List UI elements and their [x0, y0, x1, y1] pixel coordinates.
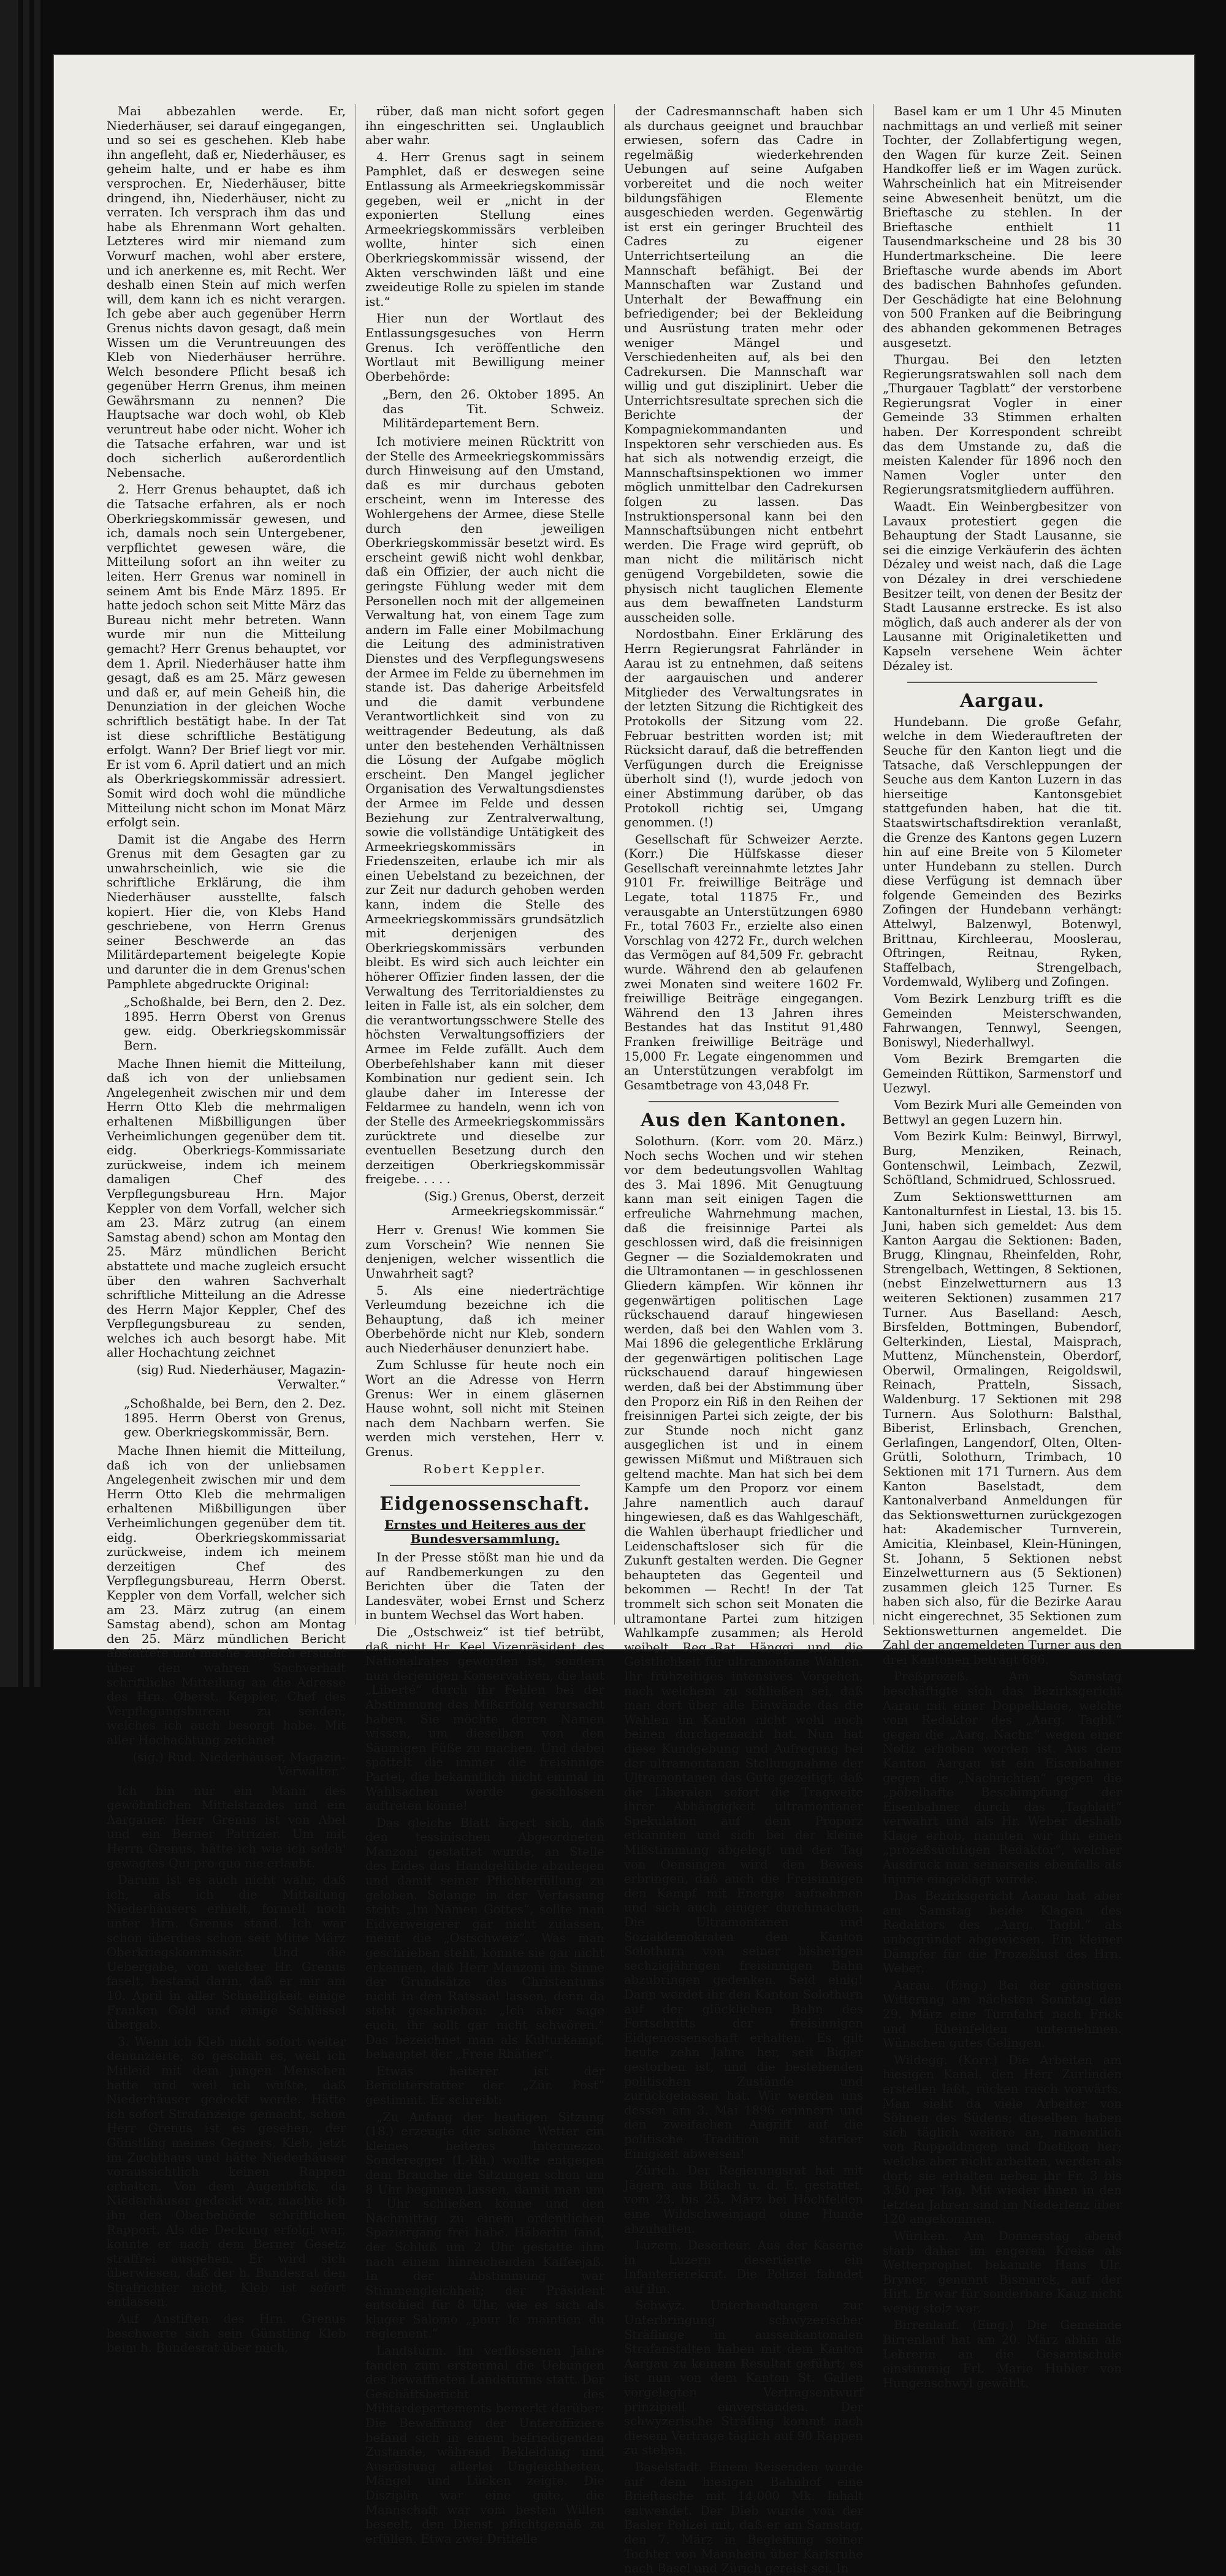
paragraph: Das gleiche Blatt ärgert sich, daß den tessinischen Abgeordneten Manzoni gestattet wurde, an Stelle des Eides das Handgelübde abzulegen und damit seiner Pflichterfüllung zu geloben. Solange in der Verfassung steht: „Im Namen Gottes“, sollte man Eidverweigerer gar nicht zulassen, meint die „Ostschweiz“. Was man geschrieben steht, könnte sie gar nicht erkennen, daß Herr Manzoni im Sinne der Grundsätze des Christentums nicht in den Ratssaal lassen, denn da steht geschrieben: „Ich aber sage euch, ihr sollt gar nicht schwören.“ Das bezeichnet man als Kulturkampf, behauptet der „Freie Rhätier“.: [365, 1815, 604, 2062]
paragraph: Mache Ihnen hiemit die Mitteilung, daß ich von der unliebsamen Angelegenheit zwischen mir und dem Herrn Otto Kleb die mehrmaligen erhaltenen Mißbilligungen über Verheimlichungen gegenüber dem tit. eidg. Oberkriegs-Kommissariate zurückweise, indem ich meinem damaligen Chef des Verpflegungsbureau Hrn. Major Keppler von dem Vorfall, welcher sich am 23. März zutrug (an einem Samstag abend) schon am Montag den 25. März mündlichen Bericht abstattete und mache zugleich ersucht über den wahren Sachverhalt schriftliche Mitteilung an die Adresse des Herrn Major Keppler, Chef des Verpflegungsbureau zu senden, welches ich auch besorgt habe. Mit aller Hochachtung zeichnet: [107, 1056, 346, 1360]
paragraph: 2. Herr Grenus behauptet, daß ich die Tatsache erfahren, als er noch Oberkriegskommissär gewesen, und ich, damals noch sein Untergebener, verpflichtet gewesen wäre, die Mitteilung sofort an ihn weiter zu leiten. Herr Grenus war nominell in seinem Amt bis Ende März 1895. Er hatte jedoch schon seit Mitte März das Bureau nicht mehr betreten. Wann wurde mir nun die Mitteilung gemacht? Herr Grenus behauptet, vor dem 1. April. Niederhäuser hatte ihm gesagt, daß es am 25. März gewesen und daß er, auf mein Geheiß hin, die Denunziation in der gleichen Woche schriftlich bestätigt habe. In der Tat ist diese schriftliche Bestätigung erfolgt. Wann? Der Brief liegt vor mir. Er ist vom 6. April datiert und an mich als Oberkriegskommissär adressiert. Somit wird doch wohl die mündliche Mitteilung nicht schon im Monat März erfolgt sein.: [107, 482, 346, 830]
letter-heading: „Bern, den 26. Oktober 1895. An das Tit. Schweiz. Militärdepartement Bern.: [383, 387, 604, 431]
paragraph: Darum ist es auch nicht wahr, daß ich, als ich die Mitteilung Niederhäusers erhielt, formell noch unter Hrn. Grenus stand. Ich war schon überdies schon seit Mitte März Oberkriegskommissär. Und die Uebergabe, von welcher Hr. Grenus faselt, bestand darin, daß er mir am 10. April in aller Schnelligkeit einige Franken Geld und einige Schlüssel übergab.: [107, 1873, 346, 2032]
signature: (Sig.) Grenus, Oberst, derzeit Armeekriegskommissär.“: [424, 1189, 604, 1218]
paragraph: Aarau. (Eing.) Bei der günstigen Witterung am nächsten Sonntag den 29. März eine Turnfahrt nach Frick und Rheinfelden unternehmen. Wünschen gutes Gelingen.: [883, 1978, 1122, 2051]
paragraph: Mache Ihnen hiemit die Mitteilung, daß ich von der unliebsamen Angelegenheit zwischen mir und dem Herrn Otto Kleb die mehrmaligen erhaltenen Mißbilligungen über Verheimlichungen gegenüber dem tit. eidg. Oberkriegskommissariat zurückweise, indem ich meinem derzeitigen Chef des Verpflegungsbureau, Herrn Oberst. Keppler von dem Vorfall, welcher sich am 23. März zutrug (an einem Samstag abend), schon am Montag den 25. März mündlichen Bericht abstattete und mache zugleich ersucht über den wahren Sachverhalt schriftliche Mitteilung an die Adresse des Hrn. Oberst. Keppler, Chef des Verpflegungsbureau zu senden, welches ich auch besorgt habe. Mit aller Hochachtung zeichnet: [107, 1444, 346, 1747]
section-heading-eidgenossenschaft: Eidgenossenschaft.: [379, 1493, 590, 1515]
paragraph: Waadt. Ein Weinbergbesitzer von Lavaux protestiert gegen die Behauptung der Stadt Lausanne, sie sei die einzige Verkäuferin des ächten Dézaley und weist nach, daß die Lage von Dézaley in drei verschiedene Besitzer teilt, von denen der Besitz der Stadt Lausanne erstrecke. Es ist also möglich, daß auch anderer als der von Lausanne mit Originaletiketten und Kapseln versehene Wein ächter Dézaley ist.: [883, 500, 1122, 673]
column-2: [365, 104, 604, 2546]
letter-heading: „Schoßhalde, bei Bern, den 2. Dez. 1895. Herrn Oberst von Grenus gew. eidg. Oberkriegskommissär Bern.: [124, 995, 346, 1053]
paragraph: Damit ist die Angabe des Herrn Grenus mit dem Gesagten gar zu unwahrscheinlich, wie sie die schriftliche Erklärung, die ihm Niederhäuser ausstellte, falsch kopiert. Hier die, von Klebs Hand geschriebene, von Herrn Grenus seiner Beschwerde an das Militärdepartement beigelegte Kopie und darunter die in dem Grenus'schen Pamphlete abgedruckte Original:: [107, 832, 346, 991]
paragraph: Würiken. Am Donnerstag abend starb daher im engeren Kreise als Wetterprophet bekannte Hans Ulr. Bryner, genannt Bismarck, auf der Hirt. Er war für sonderbare Kauz nicht wenig stolz war.: [883, 2228, 1122, 2315]
paragraph: Vom Bezirk Muri alle Gemeinden von Bettwyl an gegen Luzern hin.: [883, 1098, 1122, 1127]
letter-heading: „Schoßhalde, bei Bern, den 2. Dez. 1895. Herrn Oberst von Grenus, gew. Oberkriegskommissär, Bern.: [124, 1397, 346, 1440]
paragraph: der Cadresmannschaft haben sich als durchaus geeignet und brauchbar erwiesen, sofern das Cadre in regelmäßig wiederkehrenden Uebungen auf seine Aufgaben vorbereitet und die noch weiter bildungsfähigen Elemente ausgeschieden werden. Gegenwärtig ist erst ein geringer Bruchteil des Cadres zu eigener Unterrichtserteilung an die Mannschaft befähigt. Bei der Mannschaften war Zustand und Unterhalt der Bewaffnung ein befriedigender; bei der Bekleidung und Ausrüstung traten mehr oder weniger Mängel und Verschiedenheiten auf, als bei den Cadrekursen. Die Mannschaft war willig und gut disziplinirt. Ueber die Unterrichtsresultate sprechen sich die Berichte der Kompagniekommandanten und Inspektoren sehr verschieden aus. Es hat sich als notwendig erzeigt, die Mannschaftsinspektionen wo immer möglich unmittelbar den Cadrekursen folgen zu lassen. Das Instruktionspersonal kann bei den Mannschaftsübungen nicht entbehrt werden. Die Frage wird geprüft, ob man nicht die militärisch nicht genügend Vorgebildeten, sowie die physisch nicht tauglichen Elemente aus dem bewaffneten Landsturm ausscheiden solle.: [624, 104, 863, 625]
section-divider: [649, 1101, 839, 1102]
paragraph: Das Bezirksgericht Aarau hat aber am Samstag beide Klagen des Redaktors des „Aarg. Tagbl.“ als unbegründet abgewiesen. Ein kleiner Dämpfer für die Prozeßlust des Hrn. Weber.: [883, 1889, 1122, 1976]
section-heading-kantone: Aus den Kantonen.: [640, 1110, 847, 1132]
paragraph: „Zu Anfang der heutigen Sitzung (18.) erzeugte die schöne Wetter ein kleines heiteres Intermezzo. Sonderegger (I.-Rh.) wollte entgegen dem Brauche die Sitzungen schon um 8 Uhr beginnen lassen, damit man um 1 Uhr schließen könne und den Nachmittag zu einem ordentlichen Spaziergang frei habe. Häberlin fand, der Schluß um 2 Uhr gestatte ihm nach einem hinreichenden Kaffeejaß. In der Abstimmung war Stimmengleichheit; der Präsident entschied für 8 Uhr, wie es sich als kluger Salomo „pour le maintien du règlement.“: [365, 2109, 604, 2341]
paragraph: Landsturm. Im verflossenen Jahre fanden zum erstenmal die Uebungen des bewaffneten Landsturms statt. Der Geschäftsbericht des Militärdepartements bemerkt darüber: Die Bewaffnung der Unteroffiziere befand sich in einem befriedigenden Zustande, während Bekleidung und Ausrüstung allerlei Ungleichheiten, Mängel und Lücken zeigte. Die Disziplin war eine gute, die Mannschaft war vom besten Willen beseelt, den Dienst pflichtgemäß zu erfüllen. Etwa zwei Drittelle: [365, 2344, 604, 2546]
paragraph: Ich bin nur ein Mann des gewöhnlichen Mittelstandes und ein Aargauer. Herr Grenus ist von Abel und ein Berner Patrizier. Um mit Herrn Grenus, hätte ich wie ich solch' gewagtes Qui pro quo nie erlaubt.: [107, 1783, 346, 1870]
paragraph: Hier nun der Wortlaut des Entlassungsgesuches von Herrn Grenus. Ich veröffentliche den Wortlaut mit Bewilligung meiner Oberbehörde:: [365, 311, 604, 384]
section-divider: [907, 682, 1097, 683]
column-1: [107, 104, 346, 2355]
paragraph: 4. Herr Grenus sagt in seinem Pamphlet, daß er deswegen seine Entlassung als Armeekriegskommissär gegeben, weil er „nicht in der exponierten Stellung eines Armeekriegskommissärs verbleiben wollte, hinter sich einen Oberkriegskommissär wissend, der Akten verschwinden läßt und eine zweideutige Rolle zu spielen im stande ist.“: [365, 150, 604, 309]
paragraph: 5. Als eine niederträchtige Verleumdung bezeichne ich die Behauptung, daß ich meiner Oberbehörde nicht nur Kleb, sondern auch Niederhäuser denunziert habe.: [365, 1283, 604, 1355]
paragraph: 3. Wenn ich Kleb nicht sofort weiter denunzierte, so geschah es, weil ich Mitleid mit dem jungen Menschen hatte und weil ich wußte, daß Niederhäuser gedeckt werde. Hätte ich sofort Strafanzeige gemacht, schon Herr Grenus ist es gesehen, der Günstling meines Gegners, Kleb, jetzt im Zuchthaus und hätte Niederhäuser voraussichtlich keinen Rappen erhalten. Von dem Augenblick, da Niederhäuser gedeckt war, machte ich ihn den Oberbehörde schriftlichen Rapport. Als die Deckung erfolgt war, konnte er nach dem Berner Gesetz straffrei ausgehen. Er wird sich überwiesen, daß der h. Bundesrat den Strafrichter nicht, Kleb ist sofort entlassen.: [107, 2034, 346, 2309]
paragraph: In der Presse stößt man hie und da auf Randbemerkungen zu den Berichten über die Taten der Landesväter, wobei Ernst und Scherz in buntem Wechsel das Wort haben.: [365, 1550, 604, 1623]
signature: (sig) Rud. Niederhäuser, Magazin-Verwalter.“: [136, 1363, 346, 1392]
paragraph: Luzern. Deserteur. Aus der Kaserne in Luzern desertierte ein Infanterierekrut. Die Polizei fahndet auf ihn.: [624, 2238, 863, 2296]
paragraph: Herr v. Grenus! Wie kommen Sie zum Vorschein? Wie nennen Sie denjenigen, welcher wissentlich die Unwahrheit sagt?: [365, 1223, 604, 1281]
column-4: [883, 104, 1122, 2390]
newspaper-page: [54, 55, 1194, 2576]
paragraph: Thurgau. Bei den letzten Regierungsratswahlen soll nach dem „Thurgauer Tagblatt“ der verstorbene Regierungsrat Vogler in einer Gemeinde 33 Stimmen erhalten haben. Der Korrespondent schreibt das dem Umstande zu, daß die meisten Kalender für 1896 noch den Namen Vogler unter den Regierungsratsmitgliedern aufführen.: [883, 352, 1122, 497]
paragraph: Preßprozeß. Am Samstag beschäftigte sich das Bezirksgericht Aarau mit einer Doppelklage, welche vom Redaktor des „Aarg. Tagbl.“ gegen die „Aarg. Nachr.“ wegen einer Notiz erhoben worden ist. Aus dem Kanton Aargau ist ein Eisenbahner gegen die „Nachrichten“ gegen die „pöbelhafte Beschimpfung“ der Eisenbahner durch das „Tagblatt“ verwahrt und als Hr. Weber deshalb Klage erhob, nannten wir ihn einen „prozeßsüchtigen Redaktor“, welcher Ausdruck nun seinerseits ebenfalls als Injurie eingeklagt wurde.: [883, 1669, 1122, 1886]
paragraph: Birrenlauf. (Eing.) Die Gemeinde Birrenlauf hat am 20. März abhin als Lehrerin an die Gesamtschule einstimmig Frl. Marie Hubler von Hungenschwyl gewählt.: [883, 2318, 1122, 2390]
paragraph: rüber, daß man nicht sofort gegen ihn eingeschritten sei. Unglaublich aber wahr.: [365, 104, 604, 148]
paragraph: Nordostbahn. Einer Erklärung des Herrn Regierungsrat Fahrländer in Aarau ist zu entnehmen, daß seitens der aargauischen und anderer Mitglieder des Verwaltungsrates in der letzten Sitzung die Richtigkeit des Protokolls der Sitzung vom 22. Februar bestritten worden ist; mit Rücksicht darauf, daß die betreffenden Verfügungen durch die Ereignisse überholt sind (!), wurde jedoch von einer Abstimmung darüber, ob das Protokoll richtig sei, Umgang genommen. (!): [624, 627, 863, 830]
paragraph: Schwyz. Unterhandlungen zur Unterbringung schwyzerischer Sträflinge in ausserkantonalen Strafanstalten haben mit dem Kanton Aargau zu keinem Resultat geführt; es ist nun von dem Kanton St. Gallen vorgelegten Vertragsentwurf prinzipiell einverstanden. Der schwyzerische Sträfling kommt nach diesem Vertrage täglich auf 90 Rappen zu stehen.: [624, 2298, 863, 2458]
paragraph: Zürich. Der Regierungsrat hat mit Jägern aus Bülach u. d. E. gestattet, vom 23. bis 25. März bei Höchfelden eine Wildschweinjagd ohne Hunde abzuhalten.: [624, 2163, 863, 2236]
section-divider: [390, 1485, 580, 1486]
paragraph: Wildegg. (Korr.) Die Arbeiten am hiesigen Kanal, den Herr Zurlinden erstellen läßt, rücken rasch vorwärts. Man sieht da viele Arbeiter von Söhnen des Südens; dieselben haben sich täglich weitere an, namentlich von Ruppoldingen und Dietikon her; welche aber nicht arbeiten, werden als dort; sie erhalten neben ihr Fr. 3 bis 3.50 per Tag. Mit wieder ihnen in den letzten Jahren sind im Niederlenz über 120 angekommen.: [883, 2052, 1122, 2227]
paragraph: Ich motiviere meinen Rücktritt von der Stelle des Armeekriegskommissärs durch Hinweisung auf den Umstand, daß es mir durchaus geboten erscheint, wenn im Interesse des Wohlergehens der Armee, diese Stelle durch den jeweiligen Oberkriegskommissär besetzt wird. Es erscheint gewiß nicht wohl denkbar, daß ein Offizier, der auch nicht die geringste Fühlung weder mit dem Personellen noch mit der allgemeinen Verwaltung hat, von einem Tage zum andern im Falle einer Mobilmachung die Leitung des administrativen Dienstes und des Verpflegungswesens der Armee im Felde zu übernehmen im stande ist. Das daherige Arbeitsfeld und die damit verbundene Verantwortlichkeit sind von zu weittragender Bedeutung, als daß unter den bestehenden Verhältnissen die Lösung der Aufgabe möglich erscheint. Den Mangel jeglicher Organisation des Verwaltungsdienstes der Armee im Felde und dessen Beziehung zur Zentralverwaltung, sowie die vollständige Untätigkeit des Armeekriegskommissärs in Friedenszeiten, erlaube ich mir als einen Uebelstand zu bezeichnen, der zur Zeit nur dadurch gehoben werden kann, indem die Stelle des Armeekriegskommissärs grundsätzlich mit derjenigen des Oberkriegskommissärs verbunden bleibt. Es wird sich auch leichter ein höherer Offizier finden lassen, der die Verwaltung des Territorialdienstes zu leiten in Falle ist, als ein solcher, dem die verantwortungsschwere Stelle des höchsten Verwaltungsoffiziers der Armee im Felde zufällt. Auch dem Oberbefehlshaber kann mit dieser Kombination nur gedient sein. Ich glaube daher im Interesse der Feldarmee zu handeln, wenn ich von der Stelle des Armeekriegskommissärs zurücktrete und dieselbe zur eventuellen Besetzung durch den derzeitigen Oberkriegskommissär freigebe. . . . .: [365, 435, 604, 1187]
column-rule: [614, 104, 615, 1625]
paragraph: Basel kam er um 1 Uhr 45 Minuten nachmittags an und verließ mit seiner Tochter, der Zollabfertigung wegen, den Wagen für kurze Zeit. Seinen Handkoffer ließ er im Wagen zurück. Wahrscheinlich hat ein Mitreisender seine Abwesenheit benützt, um die Brieftasche zu stehlen. In der Brieftasche enthielt 11 Tausendmarkscheine und 28 bis 30 Hundertmarkscheine. Die leere Brieftasche wurde abends im Abort des badischen Bahnhofes gefunden. Der Geschädigte hat eine Belohnung von 500 Franken auf die Beibringung des abhanden gekommenen Betrages ausgesetzt.: [883, 104, 1122, 350]
paragraph: Vom Bezirk Kulm: Beinwyl, Birrwyl, Burg, Menziken, Reinach, Gontenschwil, Leimbach, Zezwil, Schöftland, Schmidrued, Schlossrued.: [883, 1129, 1122, 1187]
signature: (sig.) Rud. Niederhäuser, Magazin-Verwalter.“: [132, 1750, 346, 1779]
paragraph: Baselstadt. Einem Reisenden wurde auf dem hiesigen Bahnhof eine Brieftasche mit 14,000 Mk. Inhalt entwendet. Der Dieb wurde von der Basler Polizei mit, daß er am Samstag, den 7. März in Begleitung seiner Tochter von Mannheim über Karlsruhe nach Basel und Zürich gereist sei. In: [624, 2460, 863, 2576]
paragraph: Vom Bezirk Bremgarten die Gemeinden Rüttikon, Sarmenstorf und Uezwyl.: [883, 1052, 1122, 1096]
paragraph: Die „Ostschweiz“ ist tief betrübt, daß nicht Hr. Keel Vizepräsident des Nationalrates geworden ist, sondern nun derjenigen Konservativen, die laut „Liberté“ durch ihr Fehlen bei der Abstimmung des Mißerfolg verursacht haben. Sie möchte deren Namen wissen, um dieselben von den Säumigen Füße zu machen. Und dabei spöttelt die immer die freisinnige Partei, die bekanntlich nicht einmal in Wahlsachen werde geschlossen auftreten könne!: [365, 1625, 604, 1813]
paragraph: Vom Bezirk Lenzburg trifft es die Gemeinden Meisterschwanden, Fahrwangen, Tennwyl, Seengen, Boniswyl, Niederhallwyl.: [883, 992, 1122, 1050]
paragraph: Mai abbezahlen werde. Er, Niederhäuser, sei darauf eingegangen, und so sei es geschehen. Kleb habe ihn angefleht, daß er, Niederhäuser, es geheim halte, und er habe es ihm versprochen. Er, Niederhäuser, bitte dringend, ihn, Niederhäuser, nicht zu verraten. Ich versprach ihm das und habe als Ehrenmann Wort gehalten. Letzteres wird mir niemand zum Vorwurf machen, wohl aber erstere, und ich anerkenne es, mit Recht. Wer deshalb einen Stein auf mich werfen will, dem kann ich es nicht verargen. Ich gebe aber auch gegenüber Herrn Grenus nichts davon gesagt, daß mein Wissen um die Veruntreuungen des Kleb von Niederhäuser herrühre. Welch besondere Pflicht besaß ich gegenüber Herrn Grenus, ihm meinen Gewährsmann zu nennen? Die Hauptsache war doch wohl, ob Kleb veruntreut habe oder nicht. Woher ich die Tatsache erfahren, war und ist doch sicherlich außerordentlich Nebensache.: [107, 104, 346, 480]
paragraph: Solothurn. (Korr. vom 20. März.) Noch sechs Wochen und wir stehen vor dem bedeutungsvollen Wahltag des 3. Mai 1896. Mit Genugtuung kann man seit einigen Tagen die erfreuliche Wahrnehmung machen, daß die freisinnige Partei als geschlossen wird, daß die freisinnigen Gegner — die Sozialdemokraten und die Ultramontanen — in geschlossenen Gliedern kämpfen. Wir können ihr gegenwärtigen politischen Lage rückschauend darauf hingewiesen werden, daß bei den Wahlen vom 3. Mai 1896 die gelegentliche Erklärung der gegenwärtigen politischen Lage rückschauend darauf hingewiesen werden, daß bei der Abstimmung über den Proporz ein Riß in den Reihen der freisinnigen Partei sich zeigte, der bis zur Stunde noch nicht ganz ausgeglichen ist und in einem gewissen Mißmut und Mißtrauen sich geltend machte. Man hat sich bei dem Kampfe um den Proporz vor einem Jahre namentlich auch darauf hingewiesen, daß es das Wahlgeschäft, die Wahlen überhaupt friedlicher und Leidenschaftsloser sich für die Zukunft gestalten werden. Die Gegner behaupteten das Gegenteil und bekommen — Recht! In der Tat trommelt sich schon seit Monaten die ultramontane Partei zum hitzigen Wahlkampfe zusammen; als Herold weibelt Reg.-Rat Hänggi und die Geistlichkeit für ultramontane Wahlen. Ihr frühzeitiges intensives Vorgehen, nach welchem zu schließen sei, daß man dort über alle Einwände das die Wahlen im Kanton nicht wohl noch beinen durchgemacht hat. Nun hat diese Kundgebung und Aufregung bei der ultramontanen Stellungnahme der Ultramontanen das Gute gezeitigt, daß die Liberalen sofort die Tragweite ihrer Abhängigkeit ultramontaner Spekulation auf dem Proporz erkannten und sich bei der kleine Mißstimmung abgelegt und der Tag von Oensingen wird den Beweis erbringen, daß auch die Freisinnigen den Kampf mit Energie aufnehmen und sich auch einiger durchmachen. Die Ultramontanen und Sozialdemokraten den Kanton Solothurn von seiner bisherigen sechzigjährigen freisinnigen Bahn abzubringen gedenken. Seid einig! Dann werdet ihr den Kanton Solothurn auf der glücklichen Bahn des Fortschritts der freisinnigen Eidgenossenschaft erhalten. Es gilt heute zehn Jahre her, seit Bigier gestorben ist, und die bestehenden politischen Zustände und zurückgelassen hat. Wir werden uns dessen am 3. Mai 1896 erinnern und den zweifachen Angriff auf die politische Tradition mit starker Einigkeit abweisen!: [624, 1134, 863, 2161]
paragraph: Auf Anstiften des Hrn. Grenus beschwerte sich sein Günstling Kleb beim h. Bundesrat über mich,: [107, 2312, 346, 2355]
paragraph: Gesellschaft für Schweizer Aerzte. (Korr.) Die Hülfskasse dieser Gesellschaft vereinnahmte letztes Jahr 9101 Fr. freiwillige Beiträge und Legate, total 11875 Fr., und verausgabte an Unterstützungen 6980 Fr., total 7603 Fr., erzielte also einen Vorschlag von 4272 Fr., durch welchen das Vermögen auf 84,509 Fr. gebracht wurde. Während den ab gelaufenen zwei Monaten sind weitere 1602 Fr. freiwillige Beiträge eingegangen. Während den 13 Jahren ihres Bestandes hat das Institut 91,480 Franken freiwillige Beiträge und 15,000 Fr. Legate eingenommen und an Unterstützungen verabfolgt im Gesamtbetrage von 43,048 Fr.: [624, 832, 863, 1092]
subheading: Ernstes und Heiteres aus der Bundesversammlung.: [384, 1517, 585, 1547]
paragraph: Etwas heiterer ist der Berichterstatter der „Zür. Post“ gestimmt. Er schreibt:: [365, 2063, 604, 2107]
section-heading-aargau: Aargau.: [959, 690, 1045, 712]
paragraph: Hundebann. Die große Gefahr, welche in dem Wiederauftreten der Seuche für den Kanton liegt und die Tatsache, daß Verschleppungen der Seuche aus dem Kanton Luzern in das hierseitige Kantonsgebiet stattgefunden haben, hat die tit. Staatswirtschaftsdirektion veranlaßt, die Grenze des Kantons gegen Luzern hin auf eine Breite von 5 Kilometer unter Hundebann zu stellen. Durch diese Verfügung ist demnach über folgende Gemeinden des Bezirks Zofingen der Hundebann verhängt: Attelwyl, Balzenwyl, Botenwyl, Brittnau, Kirchleerau, Mooslerau, Oftringen, Reitnau, Ryken, Staffelbach, Strengelbach, Vordemwald, Wyliberg und Zofingen.: [883, 714, 1122, 989]
column-3: [624, 104, 863, 2576]
column-rule: [873, 104, 874, 1625]
paragraph: Zum Schlusse für heute noch ein Wort an die Adresse von Herrn Grenus: Wer in einem gläsernen Hause wohnt, soll nicht mit Steinen nach dem Nachbarn werfen. Sie werden mich verstehen, Herr v. Grenus.: [365, 1358, 604, 1460]
paragraph: Zum Sektionswettturnen am Kantonalturnfest in Liestal, 13. bis 15. Juni, haben sich gemeldet: Aus dem Kanton Aargau die Sektionen: Baden, Brugg, Klingnau, Rheinfelden, Rohr, Strengelbach, Wettingen, 8 Sektionen, (nebst Einzelwetturnern aus 13 weiteren Sektionen) zusammen 217 Turner. Aus Baselland: Aesch, Birsfelden, Bottmingen, Bubendorf, Gelterkinden, Liestal, Maisprach, Muttenz, Münchenstein, Oberdorf, Oberwil, Ormalingen, Reigoldswil, Reinach, Pratteln, Sissach, Waldenburg. 17 Sektionen mit 298 Turnern. Aus Solothurn: Balsthal, Biberist, Erlinsbach, Grenchen, Gerlafingen, Langendorf, Olten, Olten-Grütli, Solothurn, Trimbach, 10 Sektionen mit 171 Turnern. Aus dem Kanton Baselstadt, dem Kantonalverband Anmeldungen für das Sektionswetturnen zurückgezogen hat: Akademischer Turnverein, Amicitia, Kleinbasel, Klein-Hüningen, St. Johann, 5 Sektionen nebst Einzelwetturnern aus (5 Sektionen) zusammen gleich 125 Turner. Es haben sich also, für die Bezirke Aarau nicht eingerechnet, 35 Sektionen zum Sektionswetturnen angemeldet. Die Zahl der angemeldeten Turner aus den drei Kantonen beträgt 686.: [883, 1189, 1122, 1667]
author-signature: Robert Keppler.: [423, 1461, 547, 1476]
